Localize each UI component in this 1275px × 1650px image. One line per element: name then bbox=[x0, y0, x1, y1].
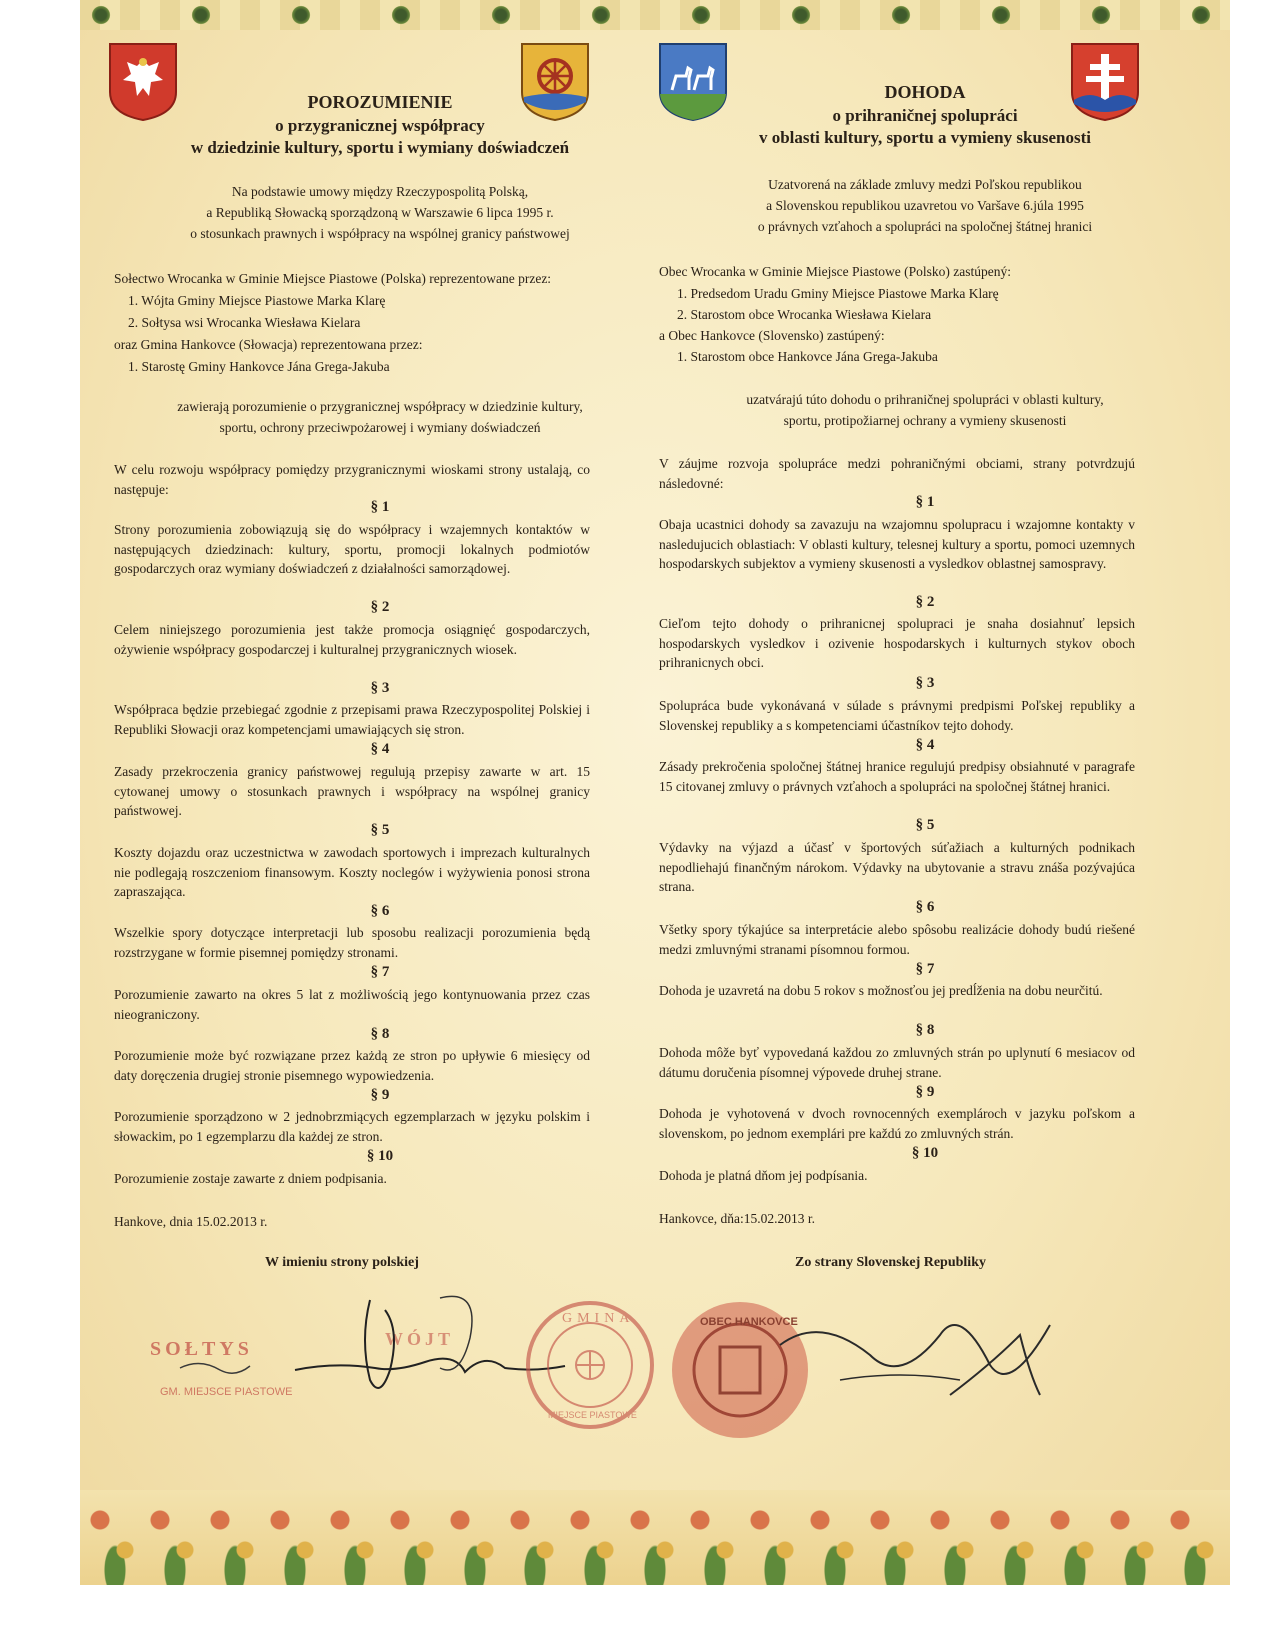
right-date: Hankovce, dňa:15.02.2013 r. bbox=[659, 1211, 815, 1226]
hankovce-round-stamp bbox=[672, 1302, 808, 1438]
left-party-line: 1. Wójta Gminy Miejsce Piastowe Marka Klarę bbox=[128, 293, 386, 308]
gmina-stamp-caption: GM. MIEJSCE PIASTOWE bbox=[160, 1386, 293, 1398]
right-section-number: § 5 bbox=[915, 817, 935, 833]
left-title: POROZUMIENIE bbox=[307, 92, 453, 112]
left-intro-line: Na podstawie umowy między Rzeczypospolitą Polską, bbox=[231, 184, 529, 199]
right-section-number: § 6 bbox=[915, 899, 935, 915]
left-section-number: § 6 bbox=[370, 903, 390, 919]
decorative-top-border bbox=[80, 0, 1230, 30]
left-section-number: § 3 bbox=[370, 680, 390, 696]
right-party-line: 1. Starostom obce Hankovce Jána Grega-Jakuba bbox=[677, 349, 938, 364]
left-section-text: Strony porozumienia zobowiązują się do współpracy i wzajemnych kontaktów w następujących dziedzinach: kultury, sportu, promocji lokalnych podmiotów gospodarczych oraz wymiany doświadczeń z działalności samorządowej. bbox=[114, 522, 590, 576]
left-conclude-line: zawierają porozumienie o przygranicznej współpracy w dziedzinie kultury, bbox=[177, 399, 583, 414]
right-section-number: § 4 bbox=[915, 737, 935, 753]
right-intro-line: a Slovenskou republikou uzavretou vo Varšave 6.júla 1995 bbox=[766, 198, 1084, 213]
right-section-text: Zásady prekročenia spoločnej štátnej hranice regulujú predpisy obsiahnuté v paragrafe 15 citovanej zmluvy o právnych vzťahoch a spolupráci na spoločnej štátnej hranici. bbox=[659, 759, 1135, 794]
right-section-number: § 7 bbox=[915, 961, 935, 977]
left-section-number: § 2 bbox=[370, 599, 390, 615]
hankovce-stamp-text: OBEC HANKOVCE bbox=[700, 1316, 798, 1328]
left-section-text: Celem niniejszego porozumienia jest także promocja osiągnięć gospodarczych, ożywienie współpracy gospodarczej i kulturalnej przygranicznych wiosek. bbox=[114, 622, 590, 657]
wojt-stamp-text: WÓJT bbox=[385, 1329, 455, 1349]
right-title: DOHODA bbox=[884, 82, 966, 102]
ornament-icon bbox=[1090, 4, 1112, 26]
ornament-icon bbox=[190, 4, 212, 26]
left-section-number: § 7 bbox=[370, 964, 390, 980]
ornament-icon bbox=[290, 4, 312, 26]
soltys-stamp-text: SOŁTYS bbox=[150, 1338, 253, 1360]
left-section-text: Porozumienie może być rozwiązane przez każdą ze stron po upływie 6 miesięcy od daty doręczenia drugiej stronie pisemnego wypowiedzenia. bbox=[114, 1048, 590, 1083]
ornament-icon bbox=[1190, 4, 1212, 26]
right-party-line: 2. Starostom obce Wrocanka Wiesława Kielara bbox=[677, 307, 932, 322]
decorative-floral-border bbox=[80, 1490, 1230, 1585]
left-section-number: § 8 bbox=[370, 1026, 390, 1042]
left-section-number: § 9 bbox=[370, 1087, 390, 1103]
ornament-icon bbox=[90, 4, 112, 26]
right-section-number: § 9 bbox=[915, 1084, 935, 1100]
right-party-line: a Obec Hankovce (Slovensko) zastúpený: bbox=[659, 328, 885, 343]
left-party-line: 2. Sołtysa wsi Wrocanka Wiesława Kielara bbox=[128, 315, 361, 330]
document-sheet bbox=[80, 0, 1230, 1585]
right-section-text: Dohoda je vyhotovená v dvoch rovnocenných exemplároch v jazyku poľskom a slovenskom, po jednom exemplári pre každú zo zmluvných strán. bbox=[659, 1106, 1135, 1141]
right-conclude-line: sportu, protipožiarnej ochrany a vymieny skusenosti bbox=[783, 413, 1067, 428]
left-section-text: Zasady przekroczenia granicy państwowej regulują przepisy zawarte w art. 15 cytowanej umowy o stosunkach prawnych i współpracy na wspólnej granicy państwowej. bbox=[114, 764, 590, 818]
left-section-number: § 1 bbox=[370, 499, 390, 515]
left-section-text: Koszty dojazdu oraz uczestnictwa w zawodach sportowych i imprezach kulturalnych nie podlegają roszczeniom finansowym. Koszty noclegów i wyżywienia ponosi strona zapraszająca. bbox=[114, 845, 590, 899]
right-subtitle-1: o prihraničnej spolupráci bbox=[832, 106, 1018, 125]
left-section-text: Współpraca będzie przebiegać zgodnie z przepisami prawa Rzeczypospolitej Polskiej i Republiki Słowacji oraz kompetencjami umawiających się stron. bbox=[114, 702, 590, 737]
ornament-icon bbox=[790, 4, 812, 26]
right-section-number: § 3 bbox=[915, 675, 935, 691]
right-section-text: Cieľom tejto dohody o prihranicnej spolupraci je snaha dosiahnuť lepsich hospodarskych vysledkov i ozivenie hospodarskych i kulturnych stykov oboch prihranicnych obci. bbox=[659, 616, 1135, 670]
left-section-number: § 5 bbox=[370, 822, 390, 838]
miejsce-piastowe-stamp-text: MIEJSCE PIASTOWE bbox=[548, 1410, 637, 1420]
right-intro-line: Uzatvorená na základe zmluvy medzi Poľskou republikou bbox=[768, 177, 1082, 192]
right-party-line: Obec Wrocanka w Gminie Miejsce Piastowe (Polsko) zastúpený: bbox=[659, 264, 1011, 279]
left-section-text: Porozumienie zawarto na okres 5 lat z możliwością jego kontynuowania przez czas nieograniczony. bbox=[114, 987, 590, 1022]
right-section-text: Dohoda je platná dňom jej podpísania. bbox=[659, 1168, 868, 1183]
ornament-icon bbox=[890, 4, 912, 26]
right-subtitle-2: v oblasti kultury, sportu a vymieny skusenosti bbox=[758, 128, 1092, 147]
left-date: Hankove, dnia 15.02.2013 r. bbox=[114, 1214, 268, 1229]
left-conclude-line: sportu, ochrony przeciwpożarowej i wymiany doświadczeń bbox=[219, 420, 541, 435]
left-section-text: Porozumienie sporządzono w 2 jednobrzmiących egzemplarzach w języku polskim i słowackim, po 1 egzemplarzu dla każdej ze stron. bbox=[114, 1109, 590, 1144]
left-party-line: Sołectwo Wrocanka w Gminie Miejsce Piastowe (Polska) reprezentowane przez: bbox=[114, 271, 552, 286]
ornament-icon bbox=[490, 4, 512, 26]
left-party-line: 1. Starostę Gminy Hankovce Jána Grega-Jakuba bbox=[128, 359, 390, 374]
left-section-text: Wszelkie spory dotyczące interpretacji lub sposobu realizacji porozumienia będą rozstrzygane w formie pisemnej pomiędzy stronami. bbox=[114, 925, 590, 960]
right-section-text: Dohoda je uzavretá na dobu 5 rokov s možnosťou jej predĺženia na dobu neurčitú. bbox=[659, 983, 1103, 998]
left-subtitle-1: o przygranicznej współpracy bbox=[275, 116, 485, 135]
right-section-text: Dohoda môže byť vypovedaná každou zo zmluvných strán po uplynutí 6 mesiacov od dátumu doručenia písomnej výpovede druhej strane. bbox=[659, 1045, 1135, 1080]
right-section-number: § 2 bbox=[915, 594, 935, 610]
left-sign-heading: W imieniu strony polskiej bbox=[265, 1255, 419, 1270]
right-preamble: V záujme rozvoja spolupráce medzi pohraničnými obciami, strany potvrdzujú následovné: bbox=[659, 456, 1135, 491]
ornament-icon bbox=[390, 4, 412, 26]
right-section-text: Spolupráca bude vykonávaná v súlade s právnymi predpismi Poľskej republiky a Slovenskej republiky a s kompetenciami účastníkov tejto dohody. bbox=[659, 698, 1135, 733]
left-section-text: Porozumienie zostaje zawarte z dniem podpisania. bbox=[114, 1171, 387, 1186]
right-party-line: 1. Predsedom Uradu Gminy Miejsce Piastowe Marka Klarę bbox=[677, 286, 999, 301]
left-party-line: oraz Gmina Hankovce (Słowacja) reprezentowana przez: bbox=[114, 337, 423, 352]
left-section-number: § 4 bbox=[370, 741, 390, 757]
ornament-icon bbox=[990, 4, 1012, 26]
right-section-text: Výdavky na výjazd a účasť v športových súťažiach a kulturných podnikach nepodliehajú finančným nárokom. Výdavky na ubytovanie a stravu znáša pozývajúca strana. bbox=[659, 840, 1135, 894]
right-section-text: Obaja ucastnici dohody sa zavazuju na wzajomnu spolupracu i wzajomne kontakty v nasledujucich oblastiach: V oblasti kultury, telesnej kultury a sportu, pomoci uzemnych hospodarskych subjektov a vymieny skusenosti a vysledkov oblastnej samospravy. bbox=[659, 517, 1135, 571]
right-section-number: § 1 bbox=[915, 494, 935, 510]
left-section-number: § 10 bbox=[366, 1148, 394, 1164]
right-section-text: Všetky spory týkajúce sa interpretácie alebo spôsobu realizácie dohody budú riešené medzi zmluvnými stranami písomnou formou. bbox=[659, 922, 1135, 957]
polish-signatures-stamps bbox=[120, 1290, 680, 1440]
left-preamble: W celu rozwoju współpracy pomiędzy przygranicznymi wioskami strony ustalają, co następuje: bbox=[114, 462, 590, 497]
gmina-stamp-text: GMINA bbox=[562, 1311, 635, 1326]
right-section-number: § 10 bbox=[911, 1145, 939, 1161]
gmina-round-stamp bbox=[528, 1303, 652, 1427]
right-conclude-line: uzatvárajú túto dohodu o prihraničnej spolupráci v oblasti kultury, bbox=[746, 392, 1104, 407]
left-intro-line: a Republiką Słowacką sporządzoną w Warszawie 6 lipca 1995 r. bbox=[206, 205, 554, 220]
ornament-icon bbox=[690, 4, 712, 26]
ornament-icon bbox=[590, 4, 612, 26]
left-subtitle-2: w dziedzinie kultury, sportu i wymiany doświadczeń bbox=[190, 138, 570, 157]
right-intro-line: o právnych vzťahoch a spolupráci na spoločnej štátnej hranici bbox=[757, 219, 1093, 234]
right-section-number: § 8 bbox=[915, 1022, 935, 1038]
slovak-signatures-stamps bbox=[650, 1285, 1130, 1455]
left-intro-line: o stosunkach prawnych i współpracy na wspólnej granicy państwowej bbox=[190, 226, 570, 241]
right-sign-heading: Zo strany Slovenskej Republiky bbox=[795, 1255, 986, 1270]
